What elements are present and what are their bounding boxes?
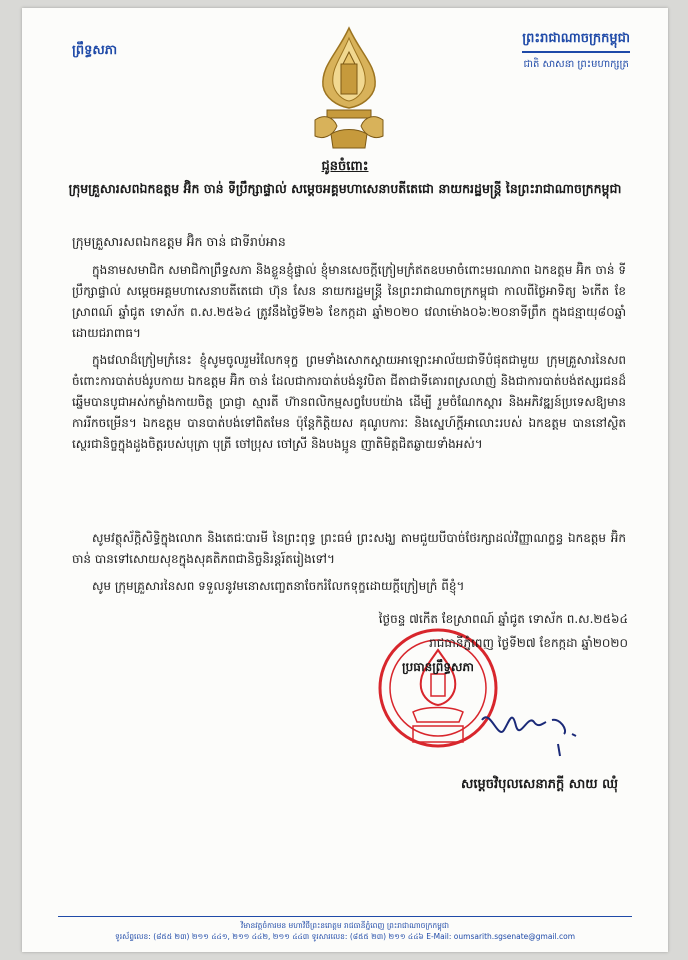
salutation: ក្រុមគ្រួសារសពឯកឧត្តម អ៊ិក ចាន់ ជាទីរាប់អាន: [72, 234, 286, 249]
solar-date: រាជធានីភ្នំពេញ ថ្ងៃទី២៧ ខែកក្កដា ឆ្នាំ២០២០: [429, 636, 628, 650]
paragraph-1: ក្នុងនាមសមាជិក សមាជិកាព្រឹទ្ធសភា និងខ្លួនខ្ញុំផ្ទាល់ ខ្ញុំមានសេចក្ដីក្រៀមក្រំឥតឧបមាចំពោះមរណភាព ឯកឧត្តម អ៊ិក ចាន់ ទីប្រឹក្សាផ្ទាល់ សម្ដេចអគ្គមហាសេនាបតីតេជោ ហ៊ុន សែន នាយករដ្ឋមន្ត្រី នៃព្រះរាជាណាចក្រកម្ពុជា កាលពីថ្ងៃអាទិត្យ ៦កើត ខែស្រាពណ៍ ឆ្នាំជូត ទោស័ក ព.ស.២៥៦៤ ត្រូវនឹងថ្ងៃទី២៦ ខែកក្កដា ឆ្នាំ២០២០ វេលាម៉ោង០៦:២០នាទីព្រឹក ក្នុងជន្មាយុ៨០ឆ្នាំ ដោយជរាពាធ។: [72, 263, 626, 340]
paragraph-3: សូមវត្ថុស័ក្ដិសិទ្ធិក្នុងលោក និងតេជៈបារមី នៃព្រះពុទ្ធ ព្រះធម៌ ព្រះសង្ឃ តាមជួយបីបាច់ថែរក្សាដល់វិញ្ញាណក្ខន្ធ ឯកឧត្តម អ៊ិក ចាន់ បានទៅសោយសុខក្នុងសុគតិភពជានិច្ចនិរន្តរ៍តរៀងទៅ។: [72, 531, 626, 566]
kingdom-title: ព្រះរាជាណាចក្រកម្ពុជា: [522, 30, 630, 53]
footer-contacts: ទូរស័ព្ទលេខ: (៨៥៥ ២៣) ២១១ ៤៤១, ២១១ ៤៤២, ២១១ ៤៤៣ ទូរសារលេខ: (៨៥៥ ២៣) ២១១ ៤៤៦ E-Mail: oumsarith.sgsenate@gmail.com: [114, 932, 576, 941]
kingdom-header: [522, 30, 630, 72]
letter-page: [22, 8, 668, 952]
signatory-title: ប្រធានព្រឹទ្ធសភា: [402, 660, 474, 674]
recipient: ក្រុមគ្រួសារសពឯកឧត្តម អ៊ិក ចាន់ ទីប្រឹក្សាផ្ទាល់ សម្ដេចអគ្គមហាសេនាបតីតេជោ នាយករដ្ឋមន្ត្រី នៃព្រះរាជាណាចក្រកម្ពុជា: [68, 181, 622, 196]
paragraph-2: ក្នុងវេលាដ៏ក្រៀមក្រំនេះ ខ្ញុំសូមចូលរួមរំលែកទុក្ខ ព្រមទាំងសោកស្ដាយអាឡោះអាល័យជាទីបំផុតជាមួយ ក្រុមគ្រួសារនៃសពចំពោះការបាត់បង់រូបកាយ ឯកឧត្តម អ៊ិក ចាន់ ដែលជាការបាត់បង់នូវបិតា ជីតាជាទីគោរពស្រលាញ់ និងជាការបាត់បង់ឥស្សរជនដ៏ឆ្នើមបានបូជាអស់កម្លាំងកាយចិត្ត ប្រាជ្ញា ស្មារតី ហ៊ានពលិកម្មសព្វបែបយ៉ាង ដើម្បី រួមចំណែកស្តារ និងអភិវឌ្ឍន៍ប្រទេសឱ្យមានការរីកចម្រើន។ ឯកឧត្តម បានបាត់បង់ទៅពិតមែន ប៉ុន្តែកិត្តិយស គុណូបការៈ និងស្នេហ៍ក្ដីអាលោះរបស់ ឯកឧត្តម បាននៅស្ថិតស្ថេរជានិច្ចក្នុងដួងចិត្តរបស់បុត្រា បុត្រី ចៅប្រុស ចៅស្រី និងបងប្អូន ញាតិមិត្តជិតឆ្ងាយទាំងអស់។: [72, 353, 626, 451]
letter-footer: [58, 916, 632, 942]
footer-address: វិមានវត្តចំការមន មហាវិថីព្រះនរោត្តម រាជធានីភ្នំពេញ ព្រះរាជាណាចក្រកម្ពុជា: [240, 921, 450, 930]
senate-header: ព្រឹទ្ធសភា: [72, 43, 118, 58]
royal-emblem-icon: [307, 24, 391, 152]
lunar-date: ថ្ងៃចន្ទ ៧កើត ខែស្រាពណ៍ ឆ្នាំជូត ទោស័ក ព.ស.២៥៦៤: [378, 612, 628, 626]
signer-name: សម្ដេចវិបុលសេនាភក្ដី សាយ ឈុំ: [461, 777, 618, 792]
handwritten-signature: [472, 700, 592, 760]
to-label: ជូនចំពោះ: [321, 159, 369, 174]
kingdom-motto: ជាតិ សាសនា ព្រះមហាក្សត្រ: [523, 59, 629, 70]
paragraph-4: សូម ក្រុមគ្រួសារនៃសព ទទួលនូវមនោសញ្ចេតនាចែករំលែកទុក្ខដោយក្ដីក្រៀមក្រំ ពីខ្ញុំ។: [92, 579, 465, 593]
